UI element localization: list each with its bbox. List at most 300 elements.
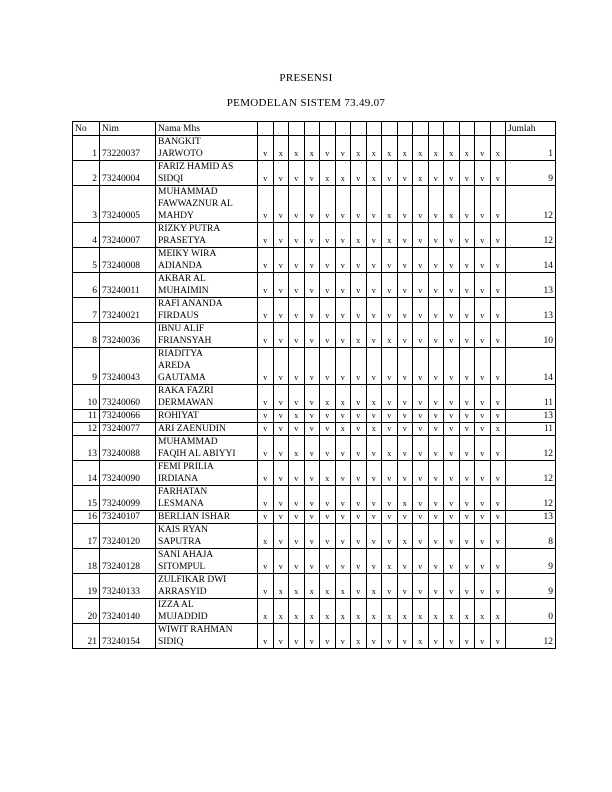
present-mark: v bbox=[366, 486, 382, 511]
header-no: No bbox=[73, 122, 100, 136]
present-mark: v bbox=[459, 423, 475, 436]
present-mark: v bbox=[459, 486, 475, 511]
present-mark: v bbox=[490, 486, 506, 511]
row-number: 12 bbox=[73, 423, 100, 436]
absent-mark: x bbox=[289, 599, 305, 624]
student-nim: 73240120 bbox=[100, 524, 156, 549]
absent-mark: x bbox=[413, 161, 429, 186]
present-mark: v bbox=[444, 524, 460, 549]
absent-mark: x bbox=[304, 136, 320, 161]
present-mark: v bbox=[444, 423, 460, 436]
present-mark: v bbox=[459, 574, 475, 599]
present-mark: v bbox=[413, 323, 429, 348]
present-mark: v bbox=[459, 298, 475, 323]
attendance-total: 13 bbox=[506, 511, 556, 524]
attendance-total: 0 bbox=[506, 599, 556, 624]
present-mark: v bbox=[382, 348, 398, 385]
present-mark: v bbox=[444, 486, 460, 511]
present-mark: v bbox=[490, 348, 506, 385]
present-mark: v bbox=[459, 385, 475, 410]
row-number: 6 bbox=[73, 273, 100, 298]
attendance-total: 14 bbox=[506, 248, 556, 273]
present-mark: v bbox=[335, 486, 351, 511]
present-mark: v bbox=[428, 511, 444, 524]
absent-mark: x bbox=[366, 599, 382, 624]
present-mark: v bbox=[459, 436, 475, 461]
present-mark: v bbox=[351, 298, 367, 323]
attendance-total: 1 bbox=[506, 136, 556, 161]
student-nim: 73240021 bbox=[100, 298, 156, 323]
student-nim: 73240077 bbox=[100, 423, 156, 436]
present-mark: v bbox=[444, 248, 460, 273]
present-mark: v bbox=[289, 461, 305, 486]
present-mark: v bbox=[475, 423, 491, 436]
student-name: RIZKY PUTRA PRASETYA bbox=[156, 223, 258, 248]
present-mark: v bbox=[320, 348, 336, 385]
present-mark: v bbox=[258, 186, 274, 223]
present-mark: v bbox=[413, 186, 429, 223]
present-mark: v bbox=[304, 486, 320, 511]
present-mark: v bbox=[366, 549, 382, 574]
present-mark: v bbox=[320, 298, 336, 323]
present-mark: v bbox=[320, 223, 336, 248]
present-mark: v bbox=[475, 323, 491, 348]
absent-mark: x bbox=[335, 161, 351, 186]
present-mark: v bbox=[258, 549, 274, 574]
student-row bbox=[73, 273, 556, 298]
absent-mark: x bbox=[382, 186, 398, 223]
student-nim: 73220037 bbox=[100, 136, 156, 161]
present-mark: v bbox=[335, 136, 351, 161]
present-mark: v bbox=[351, 511, 367, 524]
present-mark: v bbox=[304, 248, 320, 273]
absent-mark: x bbox=[413, 624, 429, 649]
present-mark: v bbox=[366, 186, 382, 223]
row-number: 11 bbox=[73, 410, 100, 423]
absent-mark: x bbox=[304, 574, 320, 599]
present-mark: v bbox=[459, 248, 475, 273]
present-mark: v bbox=[335, 410, 351, 423]
present-mark: v bbox=[397, 549, 413, 574]
row-number: 17 bbox=[73, 524, 100, 549]
present-mark: v bbox=[335, 461, 351, 486]
attendance-total: 12 bbox=[506, 461, 556, 486]
absent-mark: x bbox=[413, 136, 429, 161]
present-mark: v bbox=[428, 436, 444, 461]
student-name: MEIKY WIRA ADIANDA bbox=[156, 248, 258, 273]
present-mark: v bbox=[335, 248, 351, 273]
header-session bbox=[459, 122, 475, 136]
present-mark: v bbox=[289, 186, 305, 223]
present-mark: v bbox=[304, 273, 320, 298]
present-mark: v bbox=[320, 248, 336, 273]
present-mark: v bbox=[289, 524, 305, 549]
attendance-total: 8 bbox=[506, 524, 556, 549]
present-mark: v bbox=[490, 410, 506, 423]
absent-mark: x bbox=[335, 599, 351, 624]
absent-mark: x bbox=[351, 624, 367, 649]
student-nim: 73240004 bbox=[100, 161, 156, 186]
present-mark: v bbox=[273, 410, 289, 423]
present-mark: v bbox=[289, 323, 305, 348]
present-mark: v bbox=[304, 161, 320, 186]
present-mark: v bbox=[475, 136, 491, 161]
absent-mark: x bbox=[459, 136, 475, 161]
present-mark: v bbox=[490, 461, 506, 486]
present-mark: v bbox=[320, 486, 336, 511]
header-session bbox=[444, 122, 460, 136]
attendance-total: 13 bbox=[506, 410, 556, 423]
present-mark: v bbox=[382, 248, 398, 273]
absent-mark: x bbox=[289, 136, 305, 161]
absent-mark: x bbox=[320, 385, 336, 410]
row-number: 15 bbox=[73, 486, 100, 511]
row-number: 19 bbox=[73, 574, 100, 599]
present-mark: v bbox=[273, 385, 289, 410]
present-mark: v bbox=[304, 323, 320, 348]
absent-mark: x bbox=[366, 385, 382, 410]
present-mark: v bbox=[289, 624, 305, 649]
present-mark: v bbox=[335, 624, 351, 649]
header-nim: Nim bbox=[100, 122, 156, 136]
present-mark: v bbox=[335, 549, 351, 574]
present-mark: v bbox=[428, 248, 444, 273]
present-mark: v bbox=[397, 624, 413, 649]
student-name: RAFI ANANDA FIRDAUS bbox=[156, 298, 258, 323]
present-mark: v bbox=[397, 423, 413, 436]
student-row bbox=[73, 436, 556, 461]
present-mark: v bbox=[490, 524, 506, 549]
present-mark: v bbox=[413, 298, 429, 323]
row-number: 3 bbox=[73, 186, 100, 223]
present-mark: v bbox=[273, 461, 289, 486]
present-mark: v bbox=[351, 524, 367, 549]
present-mark: v bbox=[397, 161, 413, 186]
present-mark: v bbox=[490, 624, 506, 649]
row-number: 10 bbox=[73, 385, 100, 410]
present-mark: v bbox=[351, 161, 367, 186]
present-mark: v bbox=[304, 511, 320, 524]
present-mark: v bbox=[335, 524, 351, 549]
present-mark: v bbox=[413, 524, 429, 549]
present-mark: v bbox=[258, 436, 274, 461]
student-row bbox=[73, 348, 556, 385]
present-mark: v bbox=[413, 436, 429, 461]
present-mark: v bbox=[366, 511, 382, 524]
absent-mark: x bbox=[366, 423, 382, 436]
present-mark: v bbox=[459, 186, 475, 223]
present-mark: v bbox=[351, 348, 367, 385]
present-mark: v bbox=[273, 511, 289, 524]
present-mark: v bbox=[413, 385, 429, 410]
present-mark: v bbox=[413, 273, 429, 298]
present-mark: v bbox=[335, 323, 351, 348]
present-mark: v bbox=[366, 248, 382, 273]
present-mark: v bbox=[428, 323, 444, 348]
present-mark: v bbox=[258, 511, 274, 524]
student-nim: 73240005 bbox=[100, 186, 156, 223]
absent-mark: x bbox=[475, 599, 491, 624]
present-mark: v bbox=[351, 248, 367, 273]
student-row bbox=[73, 298, 556, 323]
present-mark: v bbox=[335, 298, 351, 323]
present-mark: v bbox=[382, 298, 398, 323]
present-mark: v bbox=[320, 323, 336, 348]
present-mark: v bbox=[273, 524, 289, 549]
present-mark: v bbox=[273, 186, 289, 223]
header-session bbox=[335, 122, 351, 136]
row-number: 13 bbox=[73, 436, 100, 461]
absent-mark: x bbox=[382, 599, 398, 624]
present-mark: v bbox=[258, 298, 274, 323]
present-mark: v bbox=[428, 385, 444, 410]
student-name: AKBAR AL MUHAIMIN bbox=[156, 273, 258, 298]
present-mark: v bbox=[397, 348, 413, 385]
attendance-total: 12 bbox=[506, 186, 556, 223]
present-mark: v bbox=[273, 323, 289, 348]
attendance-total: 12 bbox=[506, 486, 556, 511]
present-mark: v bbox=[475, 248, 491, 273]
student-row bbox=[73, 511, 556, 524]
present-mark: v bbox=[304, 524, 320, 549]
present-mark: v bbox=[366, 436, 382, 461]
header-session bbox=[304, 122, 320, 136]
absent-mark: x bbox=[320, 574, 336, 599]
student-nim: 73240099 bbox=[100, 486, 156, 511]
attendance-total: 12 bbox=[506, 436, 556, 461]
present-mark: v bbox=[304, 223, 320, 248]
present-mark: v bbox=[413, 423, 429, 436]
student-row bbox=[73, 186, 556, 223]
absent-mark: x bbox=[273, 136, 289, 161]
student-nim: 73240036 bbox=[100, 323, 156, 348]
present-mark: v bbox=[490, 161, 506, 186]
present-mark: v bbox=[444, 323, 460, 348]
present-mark: v bbox=[351, 549, 367, 574]
absent-mark: x bbox=[289, 410, 305, 423]
present-mark: v bbox=[289, 273, 305, 298]
present-mark: v bbox=[397, 223, 413, 248]
row-number: 16 bbox=[73, 511, 100, 524]
present-mark: v bbox=[444, 574, 460, 599]
student-nim: 73240007 bbox=[100, 223, 156, 248]
attendance-table bbox=[72, 121, 556, 649]
student-name: FARIZ HAMID AS SIDQI bbox=[156, 161, 258, 186]
present-mark: v bbox=[366, 410, 382, 423]
present-mark: v bbox=[428, 486, 444, 511]
header-session bbox=[428, 122, 444, 136]
present-mark: v bbox=[273, 423, 289, 436]
present-mark: v bbox=[459, 223, 475, 248]
document-title: PRESENSI bbox=[279, 72, 333, 84]
absent-mark: x bbox=[366, 161, 382, 186]
header-session bbox=[366, 122, 382, 136]
present-mark: v bbox=[475, 524, 491, 549]
present-mark: v bbox=[320, 624, 336, 649]
present-mark: v bbox=[475, 624, 491, 649]
student-name: WIWIT RAHMAN SIDIQ bbox=[156, 624, 258, 649]
present-mark: v bbox=[397, 511, 413, 524]
present-mark: v bbox=[444, 511, 460, 524]
present-mark: v bbox=[320, 136, 336, 161]
present-mark: v bbox=[428, 223, 444, 248]
student-name: IZZA AL MUJADDID bbox=[156, 599, 258, 624]
student-row bbox=[73, 524, 556, 549]
absent-mark: x bbox=[289, 574, 305, 599]
present-mark: v bbox=[428, 574, 444, 599]
student-nim: 73240066 bbox=[100, 410, 156, 423]
student-name: BERLIAN ISHAR bbox=[156, 511, 258, 524]
present-mark: v bbox=[397, 410, 413, 423]
student-name: IBNU ALIF FRIANSYAH bbox=[156, 323, 258, 348]
header-total: Jumlah bbox=[506, 122, 556, 136]
present-mark: v bbox=[320, 186, 336, 223]
student-name: RAKA FAZRI DERMAWAN bbox=[156, 385, 258, 410]
present-mark: v bbox=[289, 549, 305, 574]
row-number: 8 bbox=[73, 323, 100, 348]
present-mark: v bbox=[304, 549, 320, 574]
absent-mark: x bbox=[444, 136, 460, 161]
present-mark: v bbox=[444, 273, 460, 298]
present-mark: v bbox=[304, 461, 320, 486]
present-mark: v bbox=[351, 186, 367, 223]
present-mark: v bbox=[490, 186, 506, 223]
present-mark: v bbox=[397, 574, 413, 599]
row-number: 21 bbox=[73, 624, 100, 649]
present-mark: v bbox=[289, 511, 305, 524]
present-mark: v bbox=[459, 161, 475, 186]
attendance-total: 13 bbox=[506, 273, 556, 298]
present-mark: v bbox=[351, 486, 367, 511]
header-name: Nama Mhs bbox=[156, 122, 258, 136]
present-mark: v bbox=[289, 348, 305, 385]
present-mark: v bbox=[273, 624, 289, 649]
student-row bbox=[73, 385, 556, 410]
absent-mark: x bbox=[351, 223, 367, 248]
present-mark: v bbox=[397, 436, 413, 461]
present-mark: v bbox=[459, 410, 475, 423]
absent-mark: x bbox=[366, 136, 382, 161]
row-number: 9 bbox=[73, 348, 100, 385]
absent-mark: x bbox=[382, 323, 398, 348]
present-mark: v bbox=[382, 273, 398, 298]
absent-mark: x bbox=[382, 436, 398, 461]
present-mark: v bbox=[428, 549, 444, 574]
present-mark: v bbox=[397, 248, 413, 273]
present-mark: v bbox=[397, 461, 413, 486]
present-mark: v bbox=[444, 298, 460, 323]
present-mark: v bbox=[304, 436, 320, 461]
header-session bbox=[258, 122, 274, 136]
row-number: 2 bbox=[73, 161, 100, 186]
absent-mark: x bbox=[351, 599, 367, 624]
present-mark: v bbox=[382, 410, 398, 423]
present-mark: v bbox=[304, 298, 320, 323]
student-nim: 73240060 bbox=[100, 385, 156, 410]
student-name: RIADITYA AREDA GAUTAMA bbox=[156, 348, 258, 385]
present-mark: v bbox=[475, 574, 491, 599]
present-mark: v bbox=[428, 410, 444, 423]
present-mark: v bbox=[258, 248, 274, 273]
header-session bbox=[273, 122, 289, 136]
present-mark: v bbox=[273, 248, 289, 273]
absent-mark: x bbox=[366, 574, 382, 599]
absent-mark: x bbox=[335, 385, 351, 410]
student-row bbox=[73, 323, 556, 348]
present-mark: v bbox=[490, 323, 506, 348]
absent-mark: x bbox=[397, 599, 413, 624]
attendance-total: 12 bbox=[506, 624, 556, 649]
row-number: 1 bbox=[73, 136, 100, 161]
header-session bbox=[382, 122, 398, 136]
student-row bbox=[73, 624, 556, 649]
present-mark: v bbox=[475, 161, 491, 186]
attendance-total: 11 bbox=[506, 423, 556, 436]
student-name: FARHATAN LESMANA bbox=[156, 486, 258, 511]
present-mark: v bbox=[382, 423, 398, 436]
present-mark: v bbox=[382, 624, 398, 649]
present-mark: v bbox=[490, 248, 506, 273]
student-row bbox=[73, 248, 556, 273]
student-nim: 73240140 bbox=[100, 599, 156, 624]
student-row bbox=[73, 136, 556, 161]
present-mark: v bbox=[459, 511, 475, 524]
present-mark: v bbox=[413, 223, 429, 248]
present-mark: v bbox=[413, 574, 429, 599]
present-mark: v bbox=[258, 486, 274, 511]
present-mark: v bbox=[351, 273, 367, 298]
student-name: BANGKIT JARWOTO bbox=[156, 136, 258, 161]
absent-mark: x bbox=[258, 599, 274, 624]
present-mark: v bbox=[444, 385, 460, 410]
present-mark: v bbox=[382, 461, 398, 486]
present-mark: v bbox=[258, 410, 274, 423]
present-mark: v bbox=[475, 410, 491, 423]
present-mark: v bbox=[351, 436, 367, 461]
attendance-total: 9 bbox=[506, 549, 556, 574]
student-row bbox=[73, 549, 556, 574]
row-number: 14 bbox=[73, 461, 100, 486]
present-mark: v bbox=[475, 461, 491, 486]
present-mark: v bbox=[320, 524, 336, 549]
present-mark: v bbox=[304, 186, 320, 223]
absent-mark: x bbox=[444, 599, 460, 624]
present-mark: v bbox=[428, 624, 444, 649]
present-mark: v bbox=[444, 348, 460, 385]
absent-mark: x bbox=[459, 599, 475, 624]
present-mark: v bbox=[366, 273, 382, 298]
present-mark: v bbox=[459, 624, 475, 649]
present-mark: v bbox=[304, 348, 320, 385]
student-row bbox=[73, 161, 556, 186]
present-mark: v bbox=[413, 511, 429, 524]
student-nim: 73240128 bbox=[100, 549, 156, 574]
present-mark: v bbox=[490, 511, 506, 524]
student-nim: 73240090 bbox=[100, 461, 156, 486]
student-nim: 73240154 bbox=[100, 624, 156, 649]
present-mark: v bbox=[475, 273, 491, 298]
present-mark: v bbox=[335, 186, 351, 223]
present-mark: v bbox=[273, 549, 289, 574]
student-nim: 73240008 bbox=[100, 248, 156, 273]
present-mark: v bbox=[459, 461, 475, 486]
attendance-total: 10 bbox=[506, 323, 556, 348]
absent-mark: x bbox=[258, 524, 274, 549]
absent-mark: x bbox=[289, 436, 305, 461]
present-mark: v bbox=[413, 248, 429, 273]
absent-mark: x bbox=[351, 136, 367, 161]
attendance-total: 14 bbox=[506, 348, 556, 385]
